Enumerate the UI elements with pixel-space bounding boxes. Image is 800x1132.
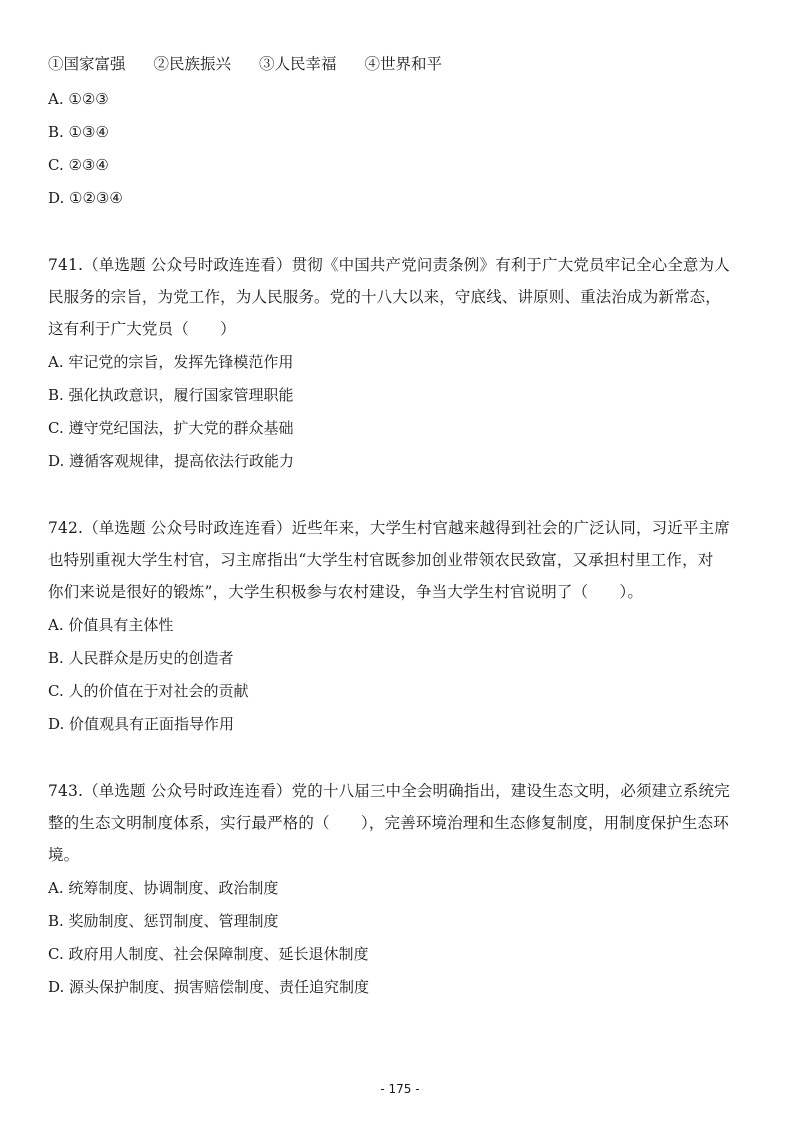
option-a: A. 价值具有主体性 [48,616,174,634]
statement-item: ④世界和平 [364,55,443,73]
statement-item: ①国家富强 [48,55,126,73]
option-a: A. 统筹制度、协调制度、政治制度 [48,879,279,897]
question-stem: 742.（单选题 公众号时政连连看）近些年来，大学生村官越来越得到社会的广泛认同，习近平主席 [48,519,730,537]
statement-item: ③人民幸福 [259,55,337,73]
question-stem: 这有利于广大党员（ ） [48,320,236,338]
question-stem: 民服务的宗旨，为党工作，为人民服务。党的十八大以来，守底线、讲原则、重法治成为新常态， [48,288,721,306]
statement-item: ②民族振兴 [153,55,232,73]
question-stem: 也特别重视大学生村官，习主席指出“大学生村官既参加创业带领农民致富，又承担村里工作，对 [48,551,714,569]
option-d: D. 源头保护制度、损害赔偿制度、责任追究制度 [48,978,370,996]
option-a: A. 牢记党的宗旨，发挥先锋模范作用 [48,353,294,371]
question-stem: 你们来说是很好的锻炼”，大学生积极参与农村建设，争当大学生村官说明了（ ）。 [48,583,644,601]
option-b: B. 人民群众是历史的创造者 [48,649,234,667]
question-stem: 743.（单选题 公众号时政连连看）党的十八届三中全会明确指出，建设生态文明，必须建立系统完 [48,782,730,800]
option-a: A. ①②③ [48,90,109,108]
statement-items [48,54,760,74]
option-b: B. ①③④ [48,123,109,141]
question-stem: 境。 [48,846,80,864]
option-b: B. 强化执政意识，履行国家管理职能 [48,386,294,404]
option-c: C. ②③④ [48,156,109,174]
option-b: B. 奖励制度、惩罚制度、管理制度 [48,912,279,930]
option-d: D. 价值观具有正面指导作用 [48,715,235,733]
question-stem: 741.（单选题 公众号时政连连看）贯彻《中国共产党问责条例》有利于广大党员牢记全心全意为人 [48,256,730,274]
option-c: C. 政府用人制度、社会保障制度、延长退休制度 [48,945,369,963]
option-c: C. 遵守党纪国法，扩大党的群众基础 [48,419,294,437]
option-c: C. 人的价值在于对社会的贡献 [48,682,249,700]
question-stem: 整的生态文明制度体系，实行最严格的（ ），完善环境治理和生态修复制度，用制度保护生态环 [48,814,729,832]
page-number: - 175 - [380,1082,420,1096]
option-d: D. ①②③④ [48,189,123,207]
option-d: D. 遵循客观规律，提高依法行政能力 [48,452,295,470]
